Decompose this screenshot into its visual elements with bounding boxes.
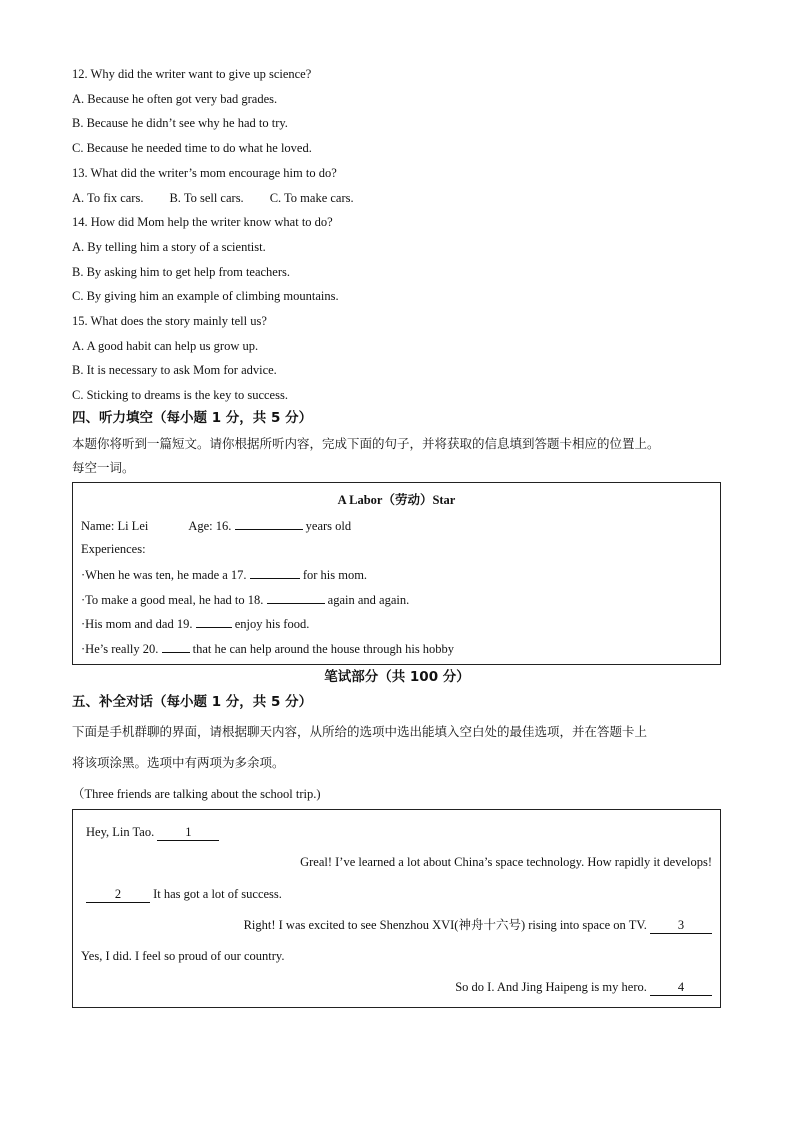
question-13-option-b: B. To sell cars. — [169, 191, 244, 205]
question-14-option-a: A. By telling him a story of a scientist. — [72, 240, 266, 254]
experience-17-text: ·When he was ten, he made a 17. — [81, 568, 247, 582]
chat-message-3 — [86, 886, 282, 903]
question-15: 15. What does the story mainly tell us? — [72, 314, 267, 328]
age-suffix: years old — [305, 519, 352, 533]
blank-20[interactable] — [162, 640, 190, 653]
experience-18-suffix: again and again. — [327, 593, 410, 607]
section-5-instruction-cont: 将该项涂黑。选项中有两项为多余项。 — [72, 755, 285, 770]
experience-19-suffix: enjoy his food. — [234, 617, 310, 631]
section-5-instruction: 下面是手机群聊的界面，请根据聊天内容，从所给的选项中选出能填入空白处的最佳选项，并在答题卡上 — [72, 724, 648, 739]
experiences-label: Experiences: — [81, 542, 146, 556]
blank-1[interactable] — [157, 824, 219, 841]
blank-1-number: 1 — [185, 825, 192, 839]
blank-2-number: 2 — [114, 887, 122, 901]
question-15-option-b: B. It is necessary to ask Mom for advice. — [72, 363, 277, 377]
question-14: 14. How did Mom help the writer know what to do? — [72, 215, 333, 229]
chat-message-6 — [455, 979, 712, 996]
question-12-option-b: B. Because he didn’t see why he had to try. — [72, 116, 288, 130]
question-15-option-c: C. Sticking to dreams is the key to success. — [72, 388, 288, 402]
question-13-option-a: A. To fix cars. — [72, 191, 144, 205]
age-label: Age: 16. — [188, 519, 232, 533]
section-4-instruction: 本题你将听到一篇短文。请你根据所听内容，完成下面的句子，并将获取的信息填到答题卡相应的位置上。 — [72, 436, 660, 451]
section-4-instruction-cont: 每空一词。 — [72, 460, 135, 475]
blank-4[interactable] — [650, 979, 712, 996]
question-14-option-b: B. By asking him to get help from teachers. — [72, 265, 291, 279]
blank-16[interactable] — [235, 517, 303, 530]
chat-box — [72, 809, 721, 1008]
section-4-title: 四、听力填空（每小题 1 分，共 5 分） — [72, 410, 313, 426]
question-13-option-c: C. To make cars. — [269, 191, 354, 205]
chat-message-3-text: It has got a lot of success. — [153, 887, 282, 901]
chat-message-2: Greal! I’ve learned a lot about China’s space technology. How rapidly it develops! — [300, 855, 712, 869]
blank-2[interactable] — [86, 886, 150, 903]
chat-message-1-text: Hey, Lin Tao. — [86, 825, 155, 839]
question-13: 13. What did the writer’s mom encourage him to do? — [72, 166, 337, 180]
chat-message-4 — [244, 917, 712, 934]
blank-18[interactable] — [267, 591, 325, 604]
question-12-option-a: A. Because he often got very bad grades. — [72, 92, 278, 106]
question-15-option-a: A. A good habit can help us grow up. — [72, 339, 259, 353]
question-14-option-c: C. By giving him an example of climbing mountains. — [72, 289, 339, 303]
blank-3[interactable] — [650, 917, 712, 934]
question-12: 12. Why did the writer want to give up science? — [72, 67, 312, 81]
labor-star-title: A Labor（劳动）Star — [337, 493, 456, 507]
blank-3-number: 3 — [677, 918, 685, 932]
experience-19 — [81, 615, 309, 632]
chat-message-4-text: Right! I was excited to see Shenzhou XVI(神舟十六号) rising into space on TV. — [243, 918, 647, 932]
chat-message-5: Yes, I did. I feel so proud of our country. — [81, 949, 285, 963]
question-13-options — [72, 190, 380, 206]
experience-18 — [81, 591, 409, 608]
experience-20-text: ·He’s really 20. — [81, 642, 159, 656]
question-12-option-c: C. Because he needed time to do what he loved. — [72, 141, 312, 155]
name-age-line — [81, 517, 351, 534]
dialogue-context: （Three friends are talking about the school trip.) — [72, 787, 321, 801]
section-5-title: 五、补全对话（每小题 1 分，共 5 分） — [72, 694, 313, 710]
experience-20 — [81, 640, 454, 657]
experience-18-text: ·To make a good meal, he had to 18. — [81, 593, 264, 607]
labor-star-box — [72, 482, 721, 665]
experience-17 — [81, 566, 367, 583]
chat-message-1 — [86, 824, 219, 841]
experience-20-suffix: that he can help around the house through his hobby — [192, 642, 455, 656]
experience-17-suffix: for his mom. — [302, 568, 368, 582]
written-part-title: 笔试部分（共 100 分） — [324, 669, 470, 685]
chat-message-6-text: So do I. And Jing Haipeng is my hero. — [455, 980, 647, 994]
blank-4-number: 4 — [677, 980, 685, 994]
name-label: Name: Li Lei — [81, 519, 149, 533]
blank-17[interactable] — [250, 566, 300, 579]
blank-19[interactable] — [196, 615, 232, 628]
experience-19-text: ·His mom and dad 19. — [81, 617, 193, 631]
